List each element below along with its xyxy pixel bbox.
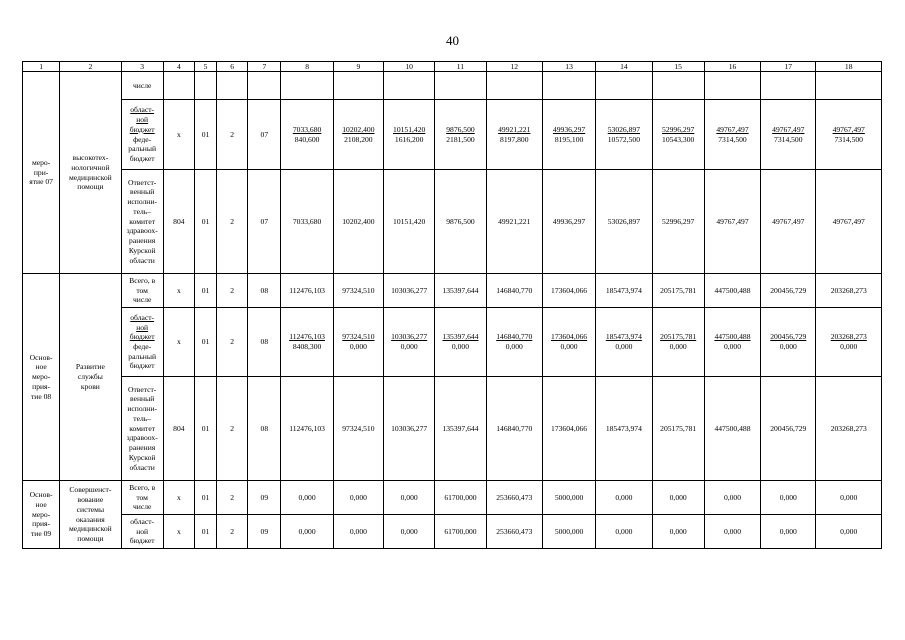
funding-source-cell: област- ной бюджет феде- ральный бюджет [121,308,163,377]
federal-budget-value: 0,000 [451,342,469,351]
value-cell [816,72,882,100]
value-cell [281,308,333,377]
funding-source-cell: област- ной бюджет феде- ральный бюджет [121,100,163,170]
federal-budget-value: 8197,800 [500,134,529,144]
regional-budget-value: 49936,297 [552,124,586,134]
value-cell: 49767,497 [761,170,816,274]
regional-budget-value: 53026,897 [607,124,641,134]
value-cell: 5000,000 [542,515,595,549]
value-cell: 146840,770 [486,377,542,481]
code-cell-c7: 07 [248,170,281,274]
value-cell: 0,000 [281,481,333,515]
code-cell-c4: x [163,308,194,377]
code-cell-c6: 2 [217,308,248,377]
value-cell [596,308,652,377]
value-cell: 185473,974 [596,274,652,308]
regional-budget-value: 146840,770 [496,332,533,342]
table-row [23,515,882,549]
header-cell-14: 14 [596,62,652,72]
value-cell: 135397,644 [435,274,486,308]
header-cell-5: 5 [194,62,216,72]
value-cell: 447500,488 [704,274,760,308]
value-cell [596,100,652,170]
header-cell-15: 15 [652,62,704,72]
federal-budget-value: 0,000 [560,342,578,351]
value-cell: 205175,781 [652,377,704,481]
regional-budget-value: 447500,488 [714,332,751,342]
code-cell-c7: 09 [248,515,281,549]
federal-budget-value: 8408,300 [292,342,322,351]
value-cell: 447500,488 [704,377,760,481]
code-cell-c6: 2 [217,377,248,481]
header-cell-10: 10 [384,62,435,72]
value-cell: 49921,221 [486,170,542,274]
regional-budget-value: 10151,420 [393,124,426,134]
code-cell-c7: 07 [248,100,281,170]
federal-budget-value: 1616,200 [394,134,424,144]
value-cell: 135397,644 [435,377,486,481]
value-cell: 0,000 [333,481,383,515]
value-cell: 97324,510 [333,274,383,308]
value-cell [486,72,542,100]
federal-budget-value: 0,000 [505,342,523,351]
code-cell-c7: 09 [248,481,281,515]
program-name-cell: Развитие службы крови [60,274,121,481]
regional-budget-value: 205175,781 [660,332,697,342]
regional-budget-value: 185473,974 [605,332,642,342]
code-cell-c4: x [163,515,194,549]
value-cell [704,100,760,170]
federal-budget-value: 0,000 [840,342,858,351]
header-cell-4: 4 [163,62,194,72]
value-cell: 97324,510 [333,377,383,481]
federal-budget-value: 0,000 [615,342,633,351]
value-cell [704,308,760,377]
header-cell-17: 17 [761,62,816,72]
value-cell: 200456,729 [761,377,816,481]
code-cell-c7: 08 [248,377,281,481]
table-row [23,170,882,274]
value-cell: 53026,897 [596,170,652,274]
value-cell: 112476,103 [281,274,333,308]
value-cell [384,72,435,100]
table-row [23,100,882,170]
funding-source-cell: област- ной бюджет [121,515,163,549]
header-cell-9: 9 [333,62,383,72]
event-cell: меро- при- ятие 07 [23,72,60,274]
code-cell-c4: x [163,481,194,515]
regional-budget-value: 49767,497 [832,124,865,134]
value-cell: 253660,473 [486,515,542,549]
value-cell [652,100,704,170]
event-cell: Основ- ное меро- прия- тие 09 [23,481,60,549]
funding-source-cell: Ответст- венный исполни- тель– комитет здравоох- ранения Курской области [121,170,163,274]
federal-budget-value: 0,000 [400,342,418,351]
regional-budget-value: 52996,297 [662,124,695,134]
value-cell: 112476,103 [281,377,333,481]
value-cell: 0,000 [384,481,435,515]
value-cell [333,100,383,170]
value-cell: 0,000 [652,515,704,549]
value-cell: 0,000 [333,515,383,549]
value-cell: 7033,680 [281,170,333,274]
value-cell: 203268,273 [816,377,882,481]
regional-budget-value: 103036,277 [391,332,428,342]
value-cell [704,72,760,100]
regional-budget-value: 7033,680 [292,124,322,134]
federal-budget-value: 10543,300 [662,134,695,144]
value-cell: 173604,066 [542,377,595,481]
funding-source-cell: числе [121,72,163,100]
regional-budget-value: 203268,273 [830,332,867,342]
table-row [23,274,882,308]
funding-source-cell: Всего, в том числе [121,481,163,515]
value-cell: 185473,974 [596,377,652,481]
regional-budget-value: 49767,497 [772,124,805,134]
federal-budget-value: 7314,500 [774,134,803,144]
header-cell-12: 12 [486,62,542,72]
value-cell [384,100,435,170]
program-name-cell: высокотех- нологичной медицинской помощи [60,72,121,274]
federal-budget-value: 840,600 [294,134,320,144]
regional-budget-value: 135397,644 [442,332,479,342]
value-cell [281,100,333,170]
value-cell: 49936,297 [542,170,595,274]
federal-budget-value: 0,000 [669,342,687,351]
value-cell: 0,000 [816,515,882,549]
value-cell: 0,000 [761,515,816,549]
header-cell-7: 7 [248,62,281,72]
value-cell [486,100,542,170]
code-cell-c6 [217,72,248,100]
code-cell-c5: 01 [194,481,216,515]
value-cell: 0,000 [761,481,816,515]
event-cell: Основ- ное меро- прия- тие 08 [23,274,60,481]
budget-table [22,61,882,549]
value-cell: 200456,729 [761,274,816,308]
value-cell: 103036,277 [384,274,435,308]
header-cell-6: 6 [217,62,248,72]
code-cell-c5: 01 [194,515,216,549]
value-cell [333,72,383,100]
code-cell-c4: 804 [163,377,194,481]
code-cell-c7 [248,72,281,100]
federal-budget-value: 8195,100 [554,134,584,144]
value-cell: 0,000 [281,515,333,549]
value-cell: 9876,500 [435,170,486,274]
code-cell-c6: 2 [217,481,248,515]
value-cell [761,72,816,100]
regional-budget-value: 173604,066 [551,332,588,342]
value-cell: 0,000 [704,515,760,549]
code-cell-c5: 01 [194,308,216,377]
value-cell: 173604,066 [542,274,595,308]
value-cell: 0,000 [596,481,652,515]
value-cell [816,100,882,170]
regional-budget-value: 97324,510 [342,332,375,342]
table-row [23,72,882,100]
federal-budget-value: 10572,500 [607,134,641,144]
value-cell [435,308,486,377]
value-cell: 0,000 [384,515,435,549]
regional-budget-value: 49767,497 [716,124,749,134]
header-cell-2: 2 [60,62,121,72]
value-cell: 0,000 [652,481,704,515]
code-cell-c7: 08 [248,274,281,308]
value-cell: 146840,770 [486,274,542,308]
code-cell-c5: 01 [194,377,216,481]
value-cell [281,72,333,100]
value-cell: 10151,420 [384,170,435,274]
value-cell: 205175,781 [652,274,704,308]
value-cell [542,100,595,170]
header-cell-8: 8 [281,62,333,72]
regional-budget-value: 200456,729 [770,332,807,342]
code-cell-c6: 2 [217,274,248,308]
header-cell-18: 18 [816,62,882,72]
value-cell [652,72,704,100]
header-cell-16: 16 [704,62,760,72]
value-cell: 253660,473 [486,481,542,515]
value-cell: 5000,000 [542,481,595,515]
value-cell [542,308,595,377]
value-cell [384,308,435,377]
federal-budget-value: 0,000 [723,342,742,351]
value-cell: 103036,277 [384,377,435,481]
regional-budget-value: 49921,221 [498,124,531,134]
federal-budget-value: 7314,500 [718,134,747,144]
federal-budget-value: 7314,500 [834,134,863,144]
value-cell: 61700,000 [435,515,486,549]
code-cell-c6: 2 [217,515,248,549]
value-cell [761,100,816,170]
code-cell-c6: 2 [217,170,248,274]
federal-budget-value: 0,000 [349,342,367,351]
table-row [23,377,882,481]
header-cell-13: 13 [542,62,595,72]
value-cell: 49767,497 [704,170,760,274]
funding-source-cell: Ответст- венный исполни- тель– комитет здравоох- ранения Курской области [121,377,163,481]
value-cell [486,308,542,377]
value-cell: 61700,000 [435,481,486,515]
code-cell-c5: 01 [194,274,216,308]
regional-budget-value: 112476,103 [289,332,325,342]
value-cell: 49767,497 [816,170,882,274]
value-cell: 0,000 [816,481,882,515]
code-cell-c4 [163,72,194,100]
value-cell: 203268,273 [816,274,882,308]
value-cell: 10202,400 [333,170,383,274]
value-cell: 52996,297 [652,170,704,274]
value-cell [816,308,882,377]
code-cell-c6: 2 [217,100,248,170]
federal-budget-value: 0,000 [779,342,797,351]
federal-budget-value: 2181,500 [446,134,475,144]
regional-budget-value: 9876,500 [446,124,475,134]
value-cell [435,72,486,100]
value-cell: 0,000 [596,515,652,549]
code-cell-c4: 804 [163,170,194,274]
table-row [23,481,882,515]
code-cell-c5 [194,72,216,100]
code-cell-c4: x [163,274,194,308]
code-cell-c4: x [163,100,194,170]
value-cell: 0,000 [704,481,760,515]
program-name-cell: Совершенст- вование системы оказания медицинской помощи [60,481,121,549]
header-cell-11: 11 [435,62,486,72]
table-row [23,308,882,377]
header-row [23,62,882,72]
value-cell [652,308,704,377]
page-number: 40 [446,33,459,48]
header-cell-1: 1 [23,62,60,72]
code-cell-c5: 01 [194,170,216,274]
funding-source-cell: Всего, в том числе [121,274,163,308]
regional-budget-value: 10202,400 [342,124,375,134]
value-cell [761,308,816,377]
federal-budget-value: 2108,200 [344,134,373,144]
header-cell-3: 3 [121,62,163,72]
value-cell [333,308,383,377]
code-cell-c5: 01 [194,100,216,170]
value-cell [435,100,486,170]
value-cell [542,72,595,100]
code-cell-c7: 08 [248,308,281,377]
value-cell [596,72,652,100]
